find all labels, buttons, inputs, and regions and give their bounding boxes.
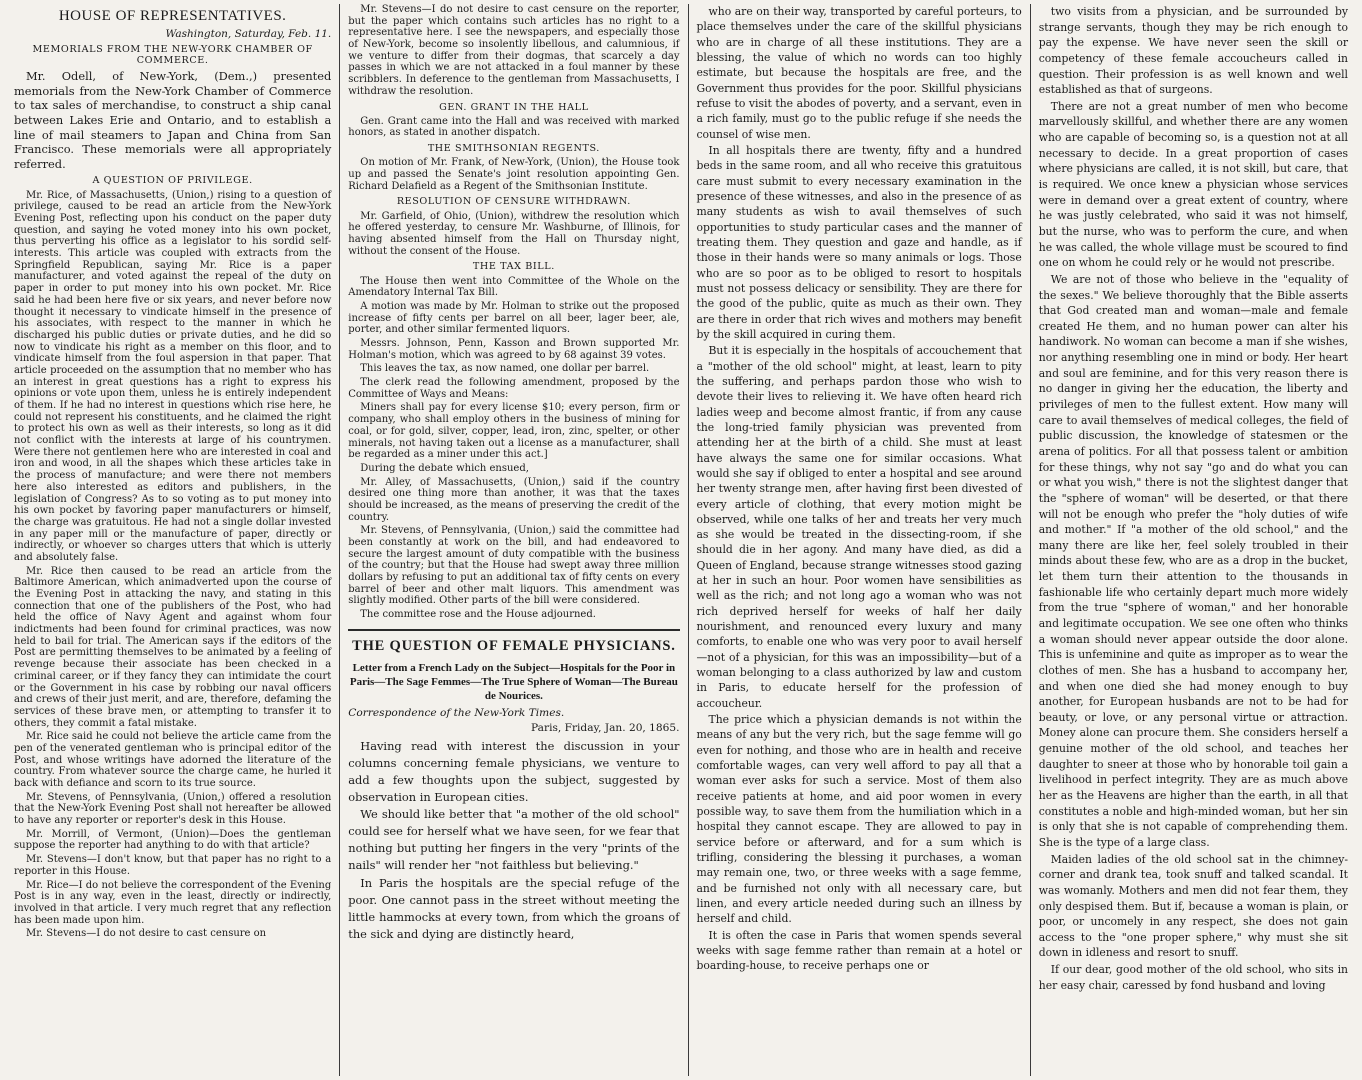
paragraph: who are on their way, transported by careful porteurs, to place themselves under the care of the skillful physicians who are in charge of all these institutions. They are a blessing, the value of which no words can too highly estimate, but because the hospitals are free, and the Government thus provides for the poor. Skillful physicians refuse to visit the abodes of poverty, and a servant, even in a rich family, must go to the public refuge if she needs the counsel of wise men. [696, 5, 1022, 141]
paragraph: The price which a physician demands is not within the means of any but the very rich, but the sage femme will go even for nothing, and those who are in health and receive comfortable wages, can very well afford to pay all that a woman ever asks for such a service. Most of them also receive patients at home, and aid poor women in every possible way, to save them from the humiliation which in a hospital they cannot escape. They are allowed to pay in service before or afterward, and for a sum which is trifling, considering the blessing it purchases, a woman may remain one, two, or three weeks with a sage femme, and be furnished not only with all necessary care, but linen, and every article needed during such an illness by herself and child. [696, 713, 1022, 926]
paragraph: Mr. Rice, of Massachusetts, (Union,) rising to a question of privilege, caused to be read an article from the New-York Evening Post, reflecting upon his conduct on the paper duty question, and saying he voted money into his own pocket, thus perverting his office as a legislator to his sordid self-interests. This article was coupled with extracts from the Springfield Republican, saying Mr. Rice is a paper manufacturer, and voted against the repeal of the duty on paper in order to put money into his own pocket. Mr. Rice said he had been here five or six years, and never before now thought it necessary to vindicate himself in the presence of his associates, with respect to the manner in which he discharged his public duties or private duties, and he did so now to vindicate his right as a member on this floor, and to vindicate himself from the foul aspersion in that paper. That article proceeded on the assumption that no member who has an interest in great questions has a right to express his opinions or vote upon them, unless he is entirely independent of them. If he had no interest in questions which rise here, he could not represent his constituents, and he claimed the right to protect his own as well as their interests, so long as it did not conflict with the interests at large of his countrymen. Were there not gentlemen here who are interested in coal and iron and wood, in all the shapes which these articles take in the process of manufacture; and were there not members here also interested as editors and publishers, in the legislation of Congress? As to so voting as to put money into his own pocket by favoring paper manufacturers or himself, the charge was gratuitous. He had not a single dollar invested in any paper mill or the manufacture of paper, directly or indirectly, or whoever so charges utters that which is utterly and absolutely false. [14, 189, 332, 563]
paragraph: During the debate which ensued, [360, 462, 529, 474]
subheading-grant: GEN. GRANT IN THE HALL [439, 101, 589, 113]
paragraph: We are not of those who believe in the "equality of the sexes." We believe thoroughly that the Bible asserts that God created man and woman—male and female created He them, and no human power can alter his handiwork. No woman can become a man if she wishes, nor anything resembling one in mind or body. Her heart and soul are feminine, and for this very reason there is no danger in giving her the education, the liberty and privileges of men to the fullest extent. How many will care to avail themselves of medical colleges, the field of public discussion, the knowledge of statesmen or the arena of politics. For all that possess talent or ambition for these things, why not say "go and do what you can or what you wish," there is not the slightest danger that the "sphere of woman" will be deserted, or that there will not be enough who prefer the "holy duties of wife and mother." If "a mother of the old school," and the many there are like her, feel solely troubled in their minds about these few, who are as a drop in the bucket, let them turn their attention to the thousands in fashionable life who certainly depart much more widely from the true "sphere of woman," and her honorable and legitimate occupation. We see one often who thinks a woman should never appear outside the door alone. This is unfeminine and quite as improper as to wear the clothes of men. She has a husband to accompany her, and when one died she had money enough to buy another, for European husbands are not to be had for beauty, or love, or any personal virtue or attraction. Money alone can procure them. She considers herself a genuine mother of the old school, and teaches her daughter to sneer at those who by honorable toil gain a livelihood in perfect integrity. They are as much above her as the Heavens are higher than the earth, in all that constitutes a noble and high-minded woman, but her sin is only that she is not capable of comprehending them. She is the type of a large class. [1038, 272, 1349, 849]
paragraph: Mr. Stevens—I do not desire to cast censure on [26, 928, 267, 940]
paragraph: The committee rose and the House adjourned. [360, 609, 596, 621]
subheading-memorials: MEMORIALS FROM THE NEW-YORK CHAMBER OF COMMERCE. [32, 43, 313, 67]
paragraph: Mr. Stevens—I do not desire to cast censure on the reporter, but the paper which contains such articles has no right to a representative here. I see the newspapers, and especially those of New-York, become so insolently libellous, and calumnious, if we venture to differ from their dogmas, that scarcely a day passes in which we are not attacked in a foul manner by these scribblers. In deference to the gentleman from Massachusetts, I withdraw the resolution. [348, 4, 680, 97]
column-4 [1031, 4, 1356, 1076]
correspondence-line: Correspondence of the New-York Times. [348, 707, 565, 720]
paragraph: It is often the case in Paris that women spends several weeks with sage femme rather than remain at a hotel or boarding-house, to receive perhaps one or [696, 928, 1022, 973]
paragraph: Maiden ladies of the old school sat in the chimney-corner and drank tea, took snuff and talked scandal. It was womanly. Mothers and men did not fear them, they only despised them. But if, because a woman is plain, or poor, or uncomely in any respect, she does not gain access to the "one proper sphere," why must she sit down in idleness and resort to snuff. [1038, 852, 1349, 960]
paragraph: Mr. Stevens, of Pennsylvania, (Union,) said the committee had been constantly at work on the bill, and had endeavored to secure the largest amount of duty compatible with the business of the country; but that the House had swept away three million dollars by refusing to put an additional tax of fifty cents on every barrel of beer and other malt liquors. This amendment was slightly modified. Other parts of the bill were considered. [348, 525, 680, 607]
paragraph: Gen. Grant came into the Hall and was received with marked honors, as stated in another dispatch. [348, 115, 680, 139]
article-dateline: Paris, Friday, Jan. 20, 1865. [531, 721, 680, 734]
column-3 [689, 4, 1030, 1076]
paragraph: Having read with interest the discussion in your columns concerning female physicians, we venture to add a few thoughts upon the subject, suggested by observation in European cities. [348, 738, 680, 804]
paragraph: The House then went into Committee of the Whole on the Amendatory Internal Tax Bill. [348, 275, 680, 299]
paragraph: We should like better that "a mother of the old school" could see for herself what we have seen, for we fear that nothing but putting her fingers in the very "prints of the nails" will render her "not faithless but believing." [348, 807, 680, 873]
dateline: Washington, Saturday, Feb. 11. [165, 27, 332, 40]
paragraph: In all hospitals there are twenty, fifty and a hundred beds in the same room, and all who receive this gratuitous care must submit to every necessary examination in the presence of these witnesses, and also in the presence of as many students as wish to avail themselves of such opportunities to study particular cases and the manner of treating them. They question and gaze and handle, as if those in their hands were so many animals or logs. Those who are so poor as to be obliged to resort to hospitals must not possess delicacy or sensibility. They are there for the good of the public, quite as much as their own. They are there in order that rich wives and mothers may benefit by the skill acquired in curing them. [696, 143, 1022, 341]
section-heading: HOUSE OF REPRESENTATIVES. [58, 8, 287, 24]
paragraph: On motion of Mr. Frank, of New-York, (Union), the House took up and passed the Senate's joint resolution appointing Gen. Richard Delafield as a Regent of the Smithsonian Institute. [348, 157, 680, 192]
paragraph: Mr. Odell, of New-York, (Dem.,) presented memorials from the New-York Chamber of Commerce to tax sales of merchandise, to construct a ship canal between Lakes Erie and Ontario, and to establish a line of mail steamers to Japan and China from San Francisco. These memorials were all appropriately referred. [14, 69, 332, 171]
paragraph: A motion was made by Mr. Holman to strike out the proposed increase of fifty cents per barrel on all beer, lager beer, ale, porter, and other similar fermented liquors. [348, 300, 680, 336]
column-2 [340, 4, 687, 1076]
paragraph: Mr. Alley, of Massachusetts, (Union,) said if the country desired one thing more than another, it was that the taxes should be increased, as the means of preserving the credit of the country. [348, 476, 680, 523]
paragraph: Messrs. Johnson, Penn, Kasson and Brown supported Mr. Holman's motion, which was agreed to by 68 against 39 votes. [348, 338, 680, 361]
paragraph: In Paris the hospitals are the special refuge of the poor. One cannot pass in the street without meeting the little hammocks at every town, from which the groans of the sick and dying are distinctly heard, [348, 875, 680, 941]
paragraph: two visits from a physician, and be surrounded by strange servants, though they may be rich enough to pay the expense. We have never seen the skill or competency of these female accoucheurs called in question. Their profession is as well known and well established as that of surgeons. [1038, 5, 1349, 97]
paragraph: Mr. Rice then caused to be read an article from the Baltimore American, which animadverted upon the course of the Evening Post in attacking the navy, and stating in this connection that one of the publishers of the Post, who had held the office of Navy Agent and against whom four indictments had been found for criminal practices, was now held to bail for trial. The American says if the editors of the Post are permitting themselves to be animated by a feeling of revenge because their associate has been checked in a criminal career, or if they fancy they can intimidate the court or the Government in his case by robbing our naval officers and crews of their just merit, and are, therefore, defaming the services of these brave men, or attempting to transfer it to others, they commit a fatal mistake. [14, 565, 332, 729]
subheading-censure: RESOLUTION OF CENSURE WITHDRAWN. [396, 196, 631, 208]
paragraph: Mr. Rice said he could not believe the article came from the pen of the venerated gentleman who is principal editor of the Post, and whose writings have adorned the literature of the country. From whatever source the charge came, he hurled it back with defiance and scorn to its true source. [14, 731, 332, 790]
column-1 [6, 4, 339, 1076]
paragraph: Miners shall pay for every license $10; every person, firm or company, who shall employ others in the business of mining for coal, or for gold, silver, copper, lead, iron, zinc, spelter, or other minerals, not having taken out a license as a manufacturer, shall be regarded as a miner under this act.] [348, 402, 680, 461]
paragraph: Mr. Garfield, of Ohio, (Union), withdrew the resolution which he offered yesterday, to censure Mr. Washburne, of Illinois, for having absented himself from the Hall on Thursday night, without the consent of the House. [348, 210, 680, 257]
paragraph: But it is especially in the hospitals of accouchement that a "mother of the old school" might, at least, learn to pity the suffering, and perhaps pardon those who wish to devote their lives to relieving it. We have often heard rich ladies weep and become almost frantic, if from any cause the long-tried family physician was prevented from attending her at the birth of a child. She must at least have always the same one for similar occasions. What would she say if obliged to enter a hospital and see around her twenty strange men, after having first been divested of every article of clothing, that every motion might be observed, while one talks of her and treats her very much as she would be treated in the dissecting-room, if she should die in her agony. And many have died, as did a Queen of England, because strange witnesses stood gazing at her in such an hour. Poor women have sensibilities as well as the rich; and not long ago a woman who was not rich deprived herself for weeks of half her daily nourishment, and renounced every luxury and many comforts, to enable one who was very poor to avail herself—not of a physician, for this was an impossibility—but of a woman belonging to a class authorized by law and custom in Paris, to educate herself for the profession of accoucheur. [696, 344, 1022, 710]
subheading-smithsonian: THE SMITHSONIAN REGENTS. [427, 143, 600, 155]
paragraph: Mr. Rice—I do not believe the correspondent of the Evening Post is in any way, even in the least, directly or indirectly, involved in that article. I very much regret that any reflection has been made upon him. [14, 879, 332, 926]
paragraph: The clerk read the following amendment, proposed by the Committee of Ways and Means: [348, 377, 680, 400]
subheading-tax-bill: THE TAX BILL. [472, 261, 555, 273]
paragraph: Mr. Stevens—I don't know, but that paper has no right to a reporter in this House. [14, 854, 332, 877]
paragraph: Mr. Morrill, of Vermont, (Union)—Does the gentleman suppose the reporter had anything to do with that article? [14, 828, 332, 852]
article-body [348, 738, 679, 943]
paragraph: This leaves the tax, as now named, one dollar per barrel. [360, 363, 650, 375]
paragraph: If our dear, good mother of the old school, who sits in her easy chair, caressed by fond husband and loving [1038, 963, 1349, 992]
article-title: THE QUESTION OF FEMALE PHYSICIANS. [348, 629, 679, 655]
article-deck: Letter from a French Lady on the Subject—Hospitals for the Poor in Paris—The Sage Femmes—The True Sphere of Woman—The Bureau de Nourices. [349, 661, 678, 703]
paragraph: There are not a great number of men who become marvellously skillful, and whether there are any women who are capable of becoming so, is a question not at all necessary to decide. In a great proportion of cases where physicians are called, it is not skill, but care, that is required. We once knew a physician whose services were in demand over a great extent of country, where he was justly celebrated, who said it was not himself, but the nurse, who was to perform the cure, and when he was called, the whole village must be scoured to find one on whom he could rely or he would not prescribe. [1038, 99, 1349, 270]
paragraph: Mr. Stevens, of Pennsylvania, (Union,) offered a resolution that the New-York Evening Post shall not hereafter be allowed to have any reporter or reporter's desk in this House. [14, 791, 332, 827]
subheading-privilege: A QUESTION OF PRIVILEGE. [92, 175, 253, 187]
